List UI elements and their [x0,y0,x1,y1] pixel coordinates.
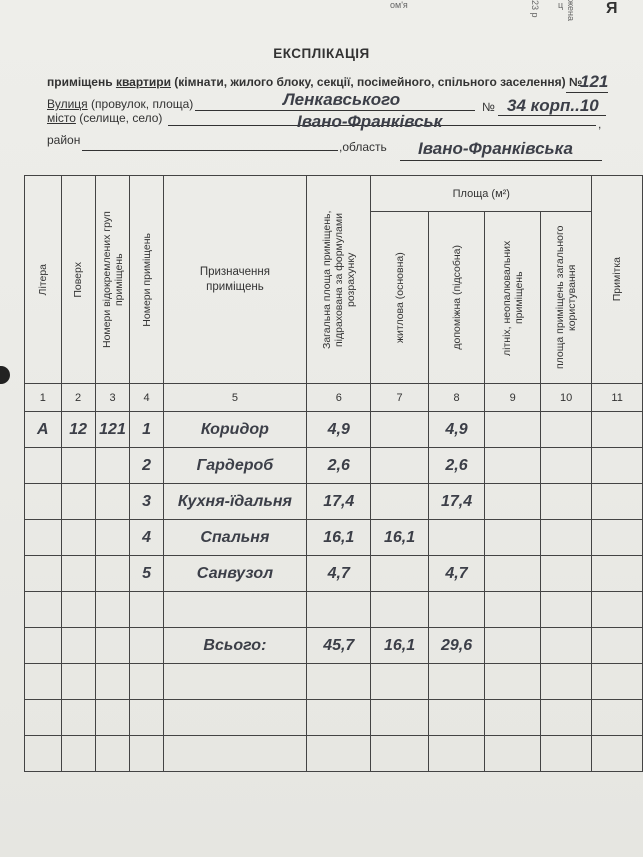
cell-empty [592,448,643,484]
header-common-text: площа приміщень загального користування [554,225,579,370]
cell-empty [485,592,541,628]
cell-group [95,628,130,664]
header-area-group: Площа (м²) [371,176,592,212]
cell-floor [61,556,95,592]
cell-aux: 29,6 [428,628,485,664]
cell-floor [61,520,95,556]
table-row [25,412,643,448]
cell-floor [61,448,95,484]
table-row [25,664,643,700]
cell-num [130,628,163,664]
region-label: ,область [339,140,387,154]
cell-empty [592,520,643,556]
number-value: 34 корп..10 [507,96,599,115]
table-row [25,736,643,772]
cell-num [130,700,163,736]
explication-table [24,175,643,772]
cell-purpose [163,664,307,700]
city-value: Івано-Франківськ [297,112,443,131]
fragment-4: жена [566,0,576,22]
cell-num [130,592,163,628]
fragment-3: ц [558,0,564,10]
header-litera-text: Літера [36,263,49,296]
fragment-1: ом'я [390,0,408,10]
header-total-area [307,176,371,384]
cell-empty [540,592,591,628]
column-number: 5 [163,384,307,412]
header-groups-text: Номери відокремлених груп приміщень [100,211,125,348]
premises-prefix: приміщень [47,75,116,89]
cell-litera [25,484,62,520]
city-label [47,111,162,125]
apartment-number-underline [566,92,608,93]
header-room-numbers-text: Номери приміщень [140,232,153,327]
cell-total: 4,9 [307,412,371,448]
header-living-text: житлова (основна) [393,252,406,343]
cell-living [371,592,428,628]
column-number: 2 [61,384,95,412]
cell-aux: 4,9 [428,412,485,448]
column-number: 3 [95,384,130,412]
cell-empty [485,700,541,736]
cell-aux [428,520,485,556]
cell-group [95,520,130,556]
cell-litera [25,736,62,772]
cell-living [371,700,428,736]
cell-empty [540,664,591,700]
cell-num: 5 [130,556,163,592]
explication-table-wrap [24,175,643,772]
cell-total [307,700,371,736]
table-row [25,700,643,736]
cell-empty [592,592,643,628]
district-underline [82,150,338,151]
cell-total: 2,6 [307,448,371,484]
cell-empty [540,556,591,592]
cell-empty [485,664,541,700]
cell-group [95,448,130,484]
cell-empty [592,628,643,664]
column-numbers-row [25,384,643,412]
cell-living [371,664,428,700]
cell-empty [485,628,541,664]
cell-litera [25,592,62,628]
street-label-extra: (провулок, площа) [87,97,194,111]
document-title: ЕКСПЛІКАЦІЯ [273,46,370,61]
cell-purpose [163,592,307,628]
cell-total: 17,4 [307,484,371,520]
city-label-extra: (селище, село) [75,111,163,125]
cell-litera [25,628,62,664]
cell-group [95,700,130,736]
cell-total: 4,7 [307,556,371,592]
cell-floor [61,736,95,772]
cell-empty [540,484,591,520]
header-total-area-text: Загальна площа приміщень, підрахована за формулами розрахунку [320,210,357,349]
cell-total [307,736,371,772]
cell-litera: А [25,412,62,448]
cell-num: 2 [130,448,163,484]
header-floor [61,176,95,384]
cell-empty [540,700,591,736]
cell-floor [61,664,95,700]
header-room-numbers [130,176,163,384]
cell-group [95,664,130,700]
table-row [25,628,643,664]
cell-num: 3 [130,484,163,520]
column-number: 9 [485,384,541,412]
column-number: 11 [592,384,643,412]
cell-group [95,556,130,592]
cell-group [95,736,130,772]
cell-litera [25,700,62,736]
street-label-main: Вулиця [47,97,88,111]
column-number: 1 [25,384,62,412]
column-number: 7 [371,384,428,412]
cell-empty [540,448,591,484]
table-row [25,592,643,628]
table-body [25,384,643,772]
cell-aux: 4,7 [428,556,485,592]
cell-living [371,736,428,772]
cell-aux [428,664,485,700]
cell-litera [25,664,62,700]
cell-aux [428,700,485,736]
cell-group [95,592,130,628]
fragment-2: 23 р [530,0,540,18]
cell-living [371,448,428,484]
street-label [47,97,193,111]
column-number: 4 [130,384,163,412]
cell-purpose: Коридор [163,412,307,448]
cell-empty [540,736,591,772]
header-note [592,176,643,384]
cell-purpose: Гардероб [163,448,307,484]
cell-total [307,664,371,700]
cell-num: 1 [130,412,163,448]
cell-aux [428,736,485,772]
premises-type: квартири [115,75,171,89]
cell-empty [592,484,643,520]
cell-empty [592,556,643,592]
table-row [25,484,643,520]
region-value: Івано-Франківська [418,139,573,158]
cell-aux [428,592,485,628]
header-summer [485,212,541,384]
cell-total: 45,7 [307,628,371,664]
premises-line [47,75,617,89]
cell-purpose: Спальня [163,520,307,556]
cell-floor [61,592,95,628]
table-row [25,448,643,484]
cell-num [130,736,163,772]
cell-empty [592,700,643,736]
cell-floor [61,700,95,736]
cell-living [371,412,428,448]
cell-purpose: Кухня-їдальня [163,484,307,520]
cell-purpose: Санвузол [163,556,307,592]
header-summer-text: літніх, неопалювальних приміщень [500,239,525,356]
cell-empty [540,412,591,448]
cell-floor [61,628,95,664]
binder-hole [0,366,10,384]
column-number: 10 [540,384,591,412]
cell-empty [592,664,643,700]
table-row [25,556,643,592]
apartment-number: 121 [580,72,609,91]
city-comma: , [598,117,602,131]
header-purpose-text: Призначення приміщень [199,265,270,293]
column-number: 6 [307,384,371,412]
cell-floor: 12 [61,412,95,448]
header-litera [25,176,62,384]
cell-empty [485,520,541,556]
header-purpose [163,176,307,384]
cell-empty [485,412,541,448]
cell-empty [485,484,541,520]
cell-num [130,664,163,700]
cell-living: 16,1 [371,628,428,664]
city-label-main: місто [47,111,76,125]
cell-num: 4 [130,520,163,556]
cell-aux: 17,4 [428,484,485,520]
premises-description: (кімнати, жилого блоку, секції, посімейного, спільного заселення) № [170,75,583,89]
cell-living [371,556,428,592]
street-underline [195,110,475,111]
header-floor-text: Поверх [72,261,85,298]
cell-group [95,484,130,520]
cell-empty [485,448,541,484]
cell-empty [485,736,541,772]
cell-litera [25,520,62,556]
header-common [540,212,591,384]
cell-purpose [163,736,307,772]
cell-empty [540,628,591,664]
cell-purpose: Всього: [163,628,307,664]
cell-group: 121 [95,412,130,448]
cell-total: 16,1 [307,520,371,556]
cell-total [307,592,371,628]
header-auxiliary [428,212,485,384]
cell-litera [25,448,62,484]
cell-empty [540,520,591,556]
cell-litera [25,556,62,592]
street-value: Ленкавського [283,90,401,109]
number-label: № [482,100,495,114]
header-living [371,212,428,384]
top-edge-fragments [380,0,643,28]
header-auxiliary-text: допоміжна (підсобна) [450,245,463,350]
cell-empty [485,556,541,592]
cell-empty [592,736,643,772]
column-number: 8 [428,384,485,412]
cell-living [371,484,428,520]
cell-empty [592,412,643,448]
cell-living: 16,1 [371,520,428,556]
cell-floor [61,484,95,520]
district-label: район [47,133,81,147]
region-underline [400,160,602,161]
table-row [25,520,643,556]
cell-purpose [163,700,307,736]
cell-aux: 2,6 [428,448,485,484]
header-note-text: Примітка [611,257,624,302]
header-groups [95,176,130,384]
fragment-5: Я [606,0,618,17]
